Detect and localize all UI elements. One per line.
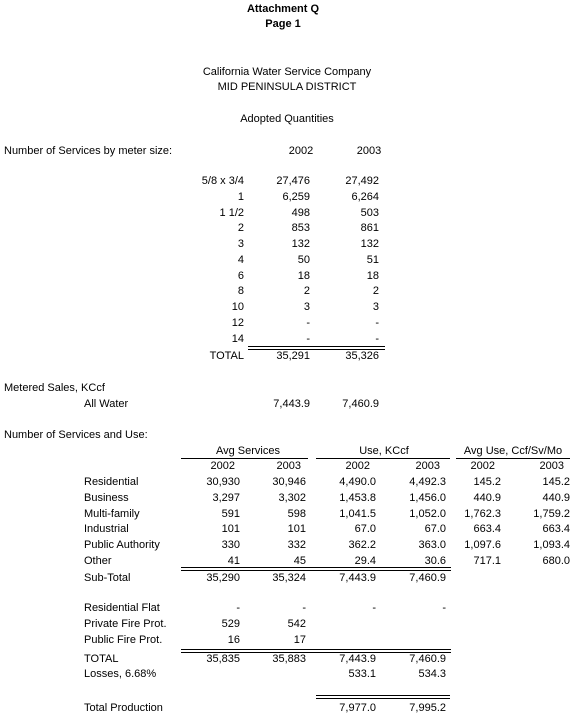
meter-value-2002: 50 xyxy=(297,253,310,266)
all-water-2002: 7,443.9 xyxy=(273,398,310,410)
row-label: Residential Flat xyxy=(84,602,160,614)
meter-total-rule-1 xyxy=(248,346,385,347)
meter-value-2003: 503 xyxy=(360,206,379,219)
meter-size-label: 6 xyxy=(237,269,244,282)
row-value: 1,041.5 xyxy=(339,507,376,520)
meter-value-2003: 861 xyxy=(360,222,379,235)
meter-year-2002: 2002 xyxy=(288,145,314,157)
row-value: 35,290 xyxy=(206,572,240,584)
row-value: - xyxy=(236,602,240,614)
meter-size-label: 14 xyxy=(231,332,244,345)
row-value: 4,490.0 xyxy=(339,476,376,488)
row-label: Private Fire Prot. xyxy=(84,618,167,630)
row-label: Industrial xyxy=(84,523,129,536)
row-value: 7,977.0 xyxy=(339,702,376,714)
avg-services-rule xyxy=(181,458,308,459)
subtotal-rule-1 xyxy=(181,567,451,568)
year-header-1: 2003 xyxy=(276,460,301,472)
row-value: 533.1 xyxy=(348,668,376,680)
row-label: Multi-family xyxy=(84,507,140,520)
row-value: 7,443.9 xyxy=(339,653,376,665)
section-subtitle: Adopted Quantities xyxy=(240,113,334,125)
page-number: Page 1 xyxy=(265,18,301,30)
row-value: 35,883 xyxy=(272,653,306,665)
production-rule-2 xyxy=(316,698,450,699)
production-rule-1 xyxy=(316,695,450,696)
meter-value-2002: 3 xyxy=(303,301,310,313)
attachment-title: Attachment Q xyxy=(246,3,320,15)
row-value: 101 xyxy=(221,523,240,536)
row-label: Residential xyxy=(84,476,139,488)
row-value: 35,835 xyxy=(206,653,240,665)
row-value: 67.0 xyxy=(424,523,446,536)
row-value: 7,995.2 xyxy=(409,702,446,714)
row-value: 4,492.3 xyxy=(409,476,446,488)
meter-value-2003: 27,492 xyxy=(345,175,379,187)
meter-value-2003: - xyxy=(375,316,379,329)
meter-value-2003: - xyxy=(375,332,379,345)
row-value: 362.2 xyxy=(348,539,376,552)
row-value: 1,052.0 xyxy=(409,507,446,520)
use-kccf-rule xyxy=(316,458,450,459)
row-value: 145.2 xyxy=(542,476,570,488)
meter-size-label: 1 xyxy=(237,190,244,203)
row-label: Total Production xyxy=(84,702,163,714)
meter-value-2002: 132 xyxy=(291,238,310,250)
row-label: TOTAL xyxy=(84,653,119,665)
row-value: - xyxy=(442,602,446,614)
meter-value-2003: 3 xyxy=(372,301,379,313)
meter-size-label: 5/8 x 3/4 xyxy=(201,175,244,187)
row-value: 7,443.9 xyxy=(339,572,376,584)
row-label: Public Fire Prot. xyxy=(84,634,163,646)
meter-value-2003: 132 xyxy=(360,238,379,250)
row-value: - xyxy=(302,602,306,614)
row-value: 332 xyxy=(287,539,306,552)
meter-size-label: 3 xyxy=(237,238,244,250)
meter-value-2003: 51 xyxy=(366,253,379,266)
avg-use-rule xyxy=(456,458,570,459)
meter-heading: Number of Services by meter size: xyxy=(4,145,173,157)
row-value: 3,297 xyxy=(212,491,240,504)
all-water-label: All Water xyxy=(84,398,129,410)
row-value: 1,456.0 xyxy=(409,491,446,504)
row-value: 663.4 xyxy=(542,523,570,536)
row-value: 529 xyxy=(221,618,240,630)
meter-size-label: 8 xyxy=(237,285,244,298)
year-header-0: 2002 xyxy=(210,460,235,472)
meter-value-2003: 6,264 xyxy=(351,190,379,203)
row-label: Losses, 6.68% xyxy=(84,668,157,680)
row-value: 1,093.4 xyxy=(533,539,570,552)
row-value: 598 xyxy=(287,507,306,520)
meter-size-label: 1 1/2 xyxy=(219,206,244,219)
row-value: - xyxy=(372,602,376,614)
row-value: 101 xyxy=(287,523,306,536)
row-value: 680.0 xyxy=(542,555,570,567)
year-header-4: 2002 xyxy=(470,460,495,472)
row-label: Business xyxy=(84,491,129,504)
avg-use-header: Avg Use, Ccf/Sv/Mo xyxy=(463,445,563,457)
row-value: 663.4 xyxy=(473,523,501,536)
row-value: 30,946 xyxy=(272,476,306,488)
meter-total-2003: 35,326 xyxy=(345,350,379,362)
meter-value-2003: 2 xyxy=(372,285,379,298)
meter-value-2002: 27,476 xyxy=(276,175,310,187)
row-value: 440.9 xyxy=(473,491,501,504)
meter-size-label: 2 xyxy=(237,222,244,235)
row-value: 440.9 xyxy=(542,491,570,504)
row-value: 35,324 xyxy=(272,572,306,584)
row-value: 7,460.9 xyxy=(409,572,446,584)
meter-size-label: 10 xyxy=(231,301,244,313)
avg-services-header: Avg Services xyxy=(216,445,280,457)
all-water-2003: 7,460.9 xyxy=(342,398,379,410)
row-value: 591 xyxy=(221,507,240,520)
row-value: 1,453.8 xyxy=(339,491,376,504)
meter-value-2002: 853 xyxy=(291,222,310,235)
row-value: 717.1 xyxy=(473,555,501,567)
row-label: Sub-Total xyxy=(84,572,131,584)
company-name: California Water Service Company xyxy=(202,66,372,78)
meter-total-2002: 35,291 xyxy=(276,350,310,362)
row-value: 17 xyxy=(293,634,306,646)
year-header-3: 2003 xyxy=(415,460,440,472)
row-label: Other xyxy=(84,555,112,567)
row-value: 1,759.2 xyxy=(533,507,570,520)
meter-value-2002: - xyxy=(306,316,310,329)
row-value: 363.0 xyxy=(418,539,446,552)
meter-value-2002: - xyxy=(306,332,310,345)
row-value: 145.2 xyxy=(473,476,501,488)
row-value: 45 xyxy=(293,555,306,567)
use-heading: Number of Services and Use: xyxy=(4,429,148,441)
row-value: 534.3 xyxy=(418,668,446,680)
row-value: 3,302 xyxy=(278,491,306,504)
row-value: 330 xyxy=(221,539,240,552)
row-value: 29.4 xyxy=(354,555,376,567)
metered-sales-heading: Metered Sales, KCcf xyxy=(4,382,105,394)
subtotal-rule-2 xyxy=(181,570,451,571)
row-value: 1,097.6 xyxy=(464,539,501,552)
meter-value-2003: 18 xyxy=(366,269,379,282)
use-kccf-header: Use, KCcf xyxy=(359,445,409,457)
total-rule-1 xyxy=(181,649,451,650)
row-value: 7,460.9 xyxy=(409,653,446,665)
meter-size-label: 4 xyxy=(237,253,244,266)
row-value: 41 xyxy=(227,555,240,567)
meter-year-2003: 2003 xyxy=(356,145,382,157)
meter-value-2002: 18 xyxy=(297,269,310,282)
year-header-5: 2003 xyxy=(539,460,564,472)
meter-value-2002: 6,259 xyxy=(282,190,310,203)
meter-value-2002: 498 xyxy=(291,206,310,219)
row-value: 1,762.3 xyxy=(464,507,501,520)
district-name: MID PENINSULA DISTRICT xyxy=(217,81,357,93)
row-label: Public Authority xyxy=(84,539,160,552)
meter-value-2002: 2 xyxy=(303,285,310,298)
row-value: 16 xyxy=(227,634,240,646)
row-value: 542 xyxy=(287,618,306,630)
row-value: 30.6 xyxy=(424,555,446,567)
meter-total-label: TOTAL xyxy=(209,350,244,362)
meter-size-label: 12 xyxy=(231,316,244,329)
row-value: 67.0 xyxy=(354,523,376,536)
row-value: 30,930 xyxy=(206,476,240,488)
year-header-2: 2002 xyxy=(345,460,370,472)
